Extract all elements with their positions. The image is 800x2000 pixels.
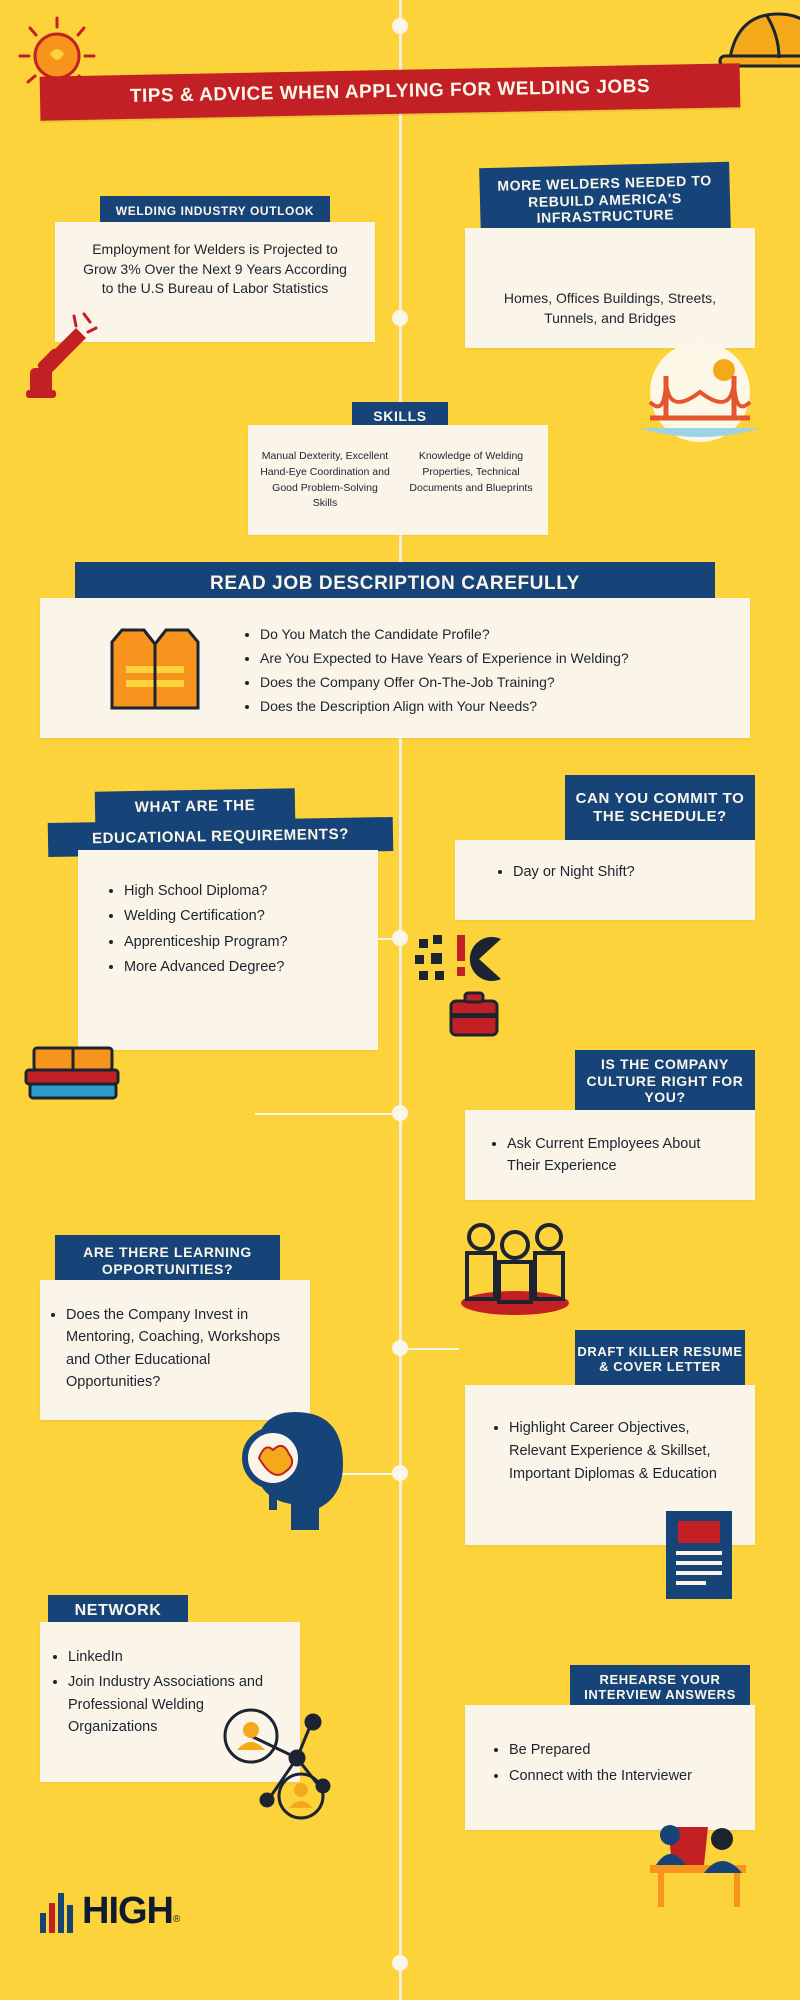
timeline-dot <box>392 18 408 34</box>
timeline-connector <box>399 1348 459 1350</box>
list-item: • More Advanced Degree? <box>124 956 352 978</box>
list-item: • Welding Certification? <box>124 905 352 927</box>
registered-mark: ® <box>173 1914 181 1925</box>
schedule-title: CAN YOU COMMIT TO THE SCHEDULE? <box>565 775 755 841</box>
infrastructure-title: MORE WELDERS NEEDED TO REBUILD AMERICA'S INFRASTRUCTURE <box>479 162 731 239</box>
learning-card <box>40 1280 310 1420</box>
list-item: • Are You Expected to Have Years of Experience in Welding? <box>260 648 730 669</box>
list-item: • Be Prepared <box>509 1739 733 1762</box>
education-card <box>78 850 378 1050</box>
list-item: • Day or Night Shift? <box>513 864 735 880</box>
briefcase-pacman-icon <box>415 935 525 1045</box>
education-list <box>78 850 378 979</box>
list-item: • Does the Description Align with Your Needs? <box>260 696 730 717</box>
timeline-connector <box>255 1113 400 1115</box>
infrastructure-card <box>465 228 755 348</box>
network-nodes-icon <box>215 1700 345 1830</box>
list-item: • Connect with the Interviewer <box>509 1765 733 1788</box>
welding-industry-outlook-body: Employment for Welders is Projected to Grow 3% Over the Next 9 Years According to the U.S Bureau of Labor Statistics <box>83 241 347 297</box>
list-item: • LinkedIn <box>68 1646 282 1668</box>
network-title: NETWORK <box>48 1595 188 1627</box>
resume-title: DRAFT KILLER RESUME & COVER LETTER <box>575 1330 745 1388</box>
skills-title: SKILLS <box>352 402 448 430</box>
list-item: • Does the Company Offer On-The-Job Training? <box>260 672 730 693</box>
culture-title: IS THE COMPANY CULTURE RIGHT FOR YOU? <box>575 1050 755 1112</box>
education-title-line2: EDUCATIONAL REQUIREMENTS? <box>48 817 394 857</box>
welding-industry-outlook-title: WELDING INDUSTRY OUTLOOK <box>100 196 330 226</box>
skills-card <box>248 425 548 535</box>
logo-mark-icon <box>40 1891 76 1933</box>
list-item: • Does the Company Invest in Mentoring, Coaching, Workshops and Other Educational Opportunities? <box>66 1304 292 1394</box>
timeline-dot <box>392 1955 408 1971</box>
rehearse-list <box>465 1705 755 1788</box>
books-icon <box>18 1030 128 1110</box>
list-item: • Ask Current Employees About Their Experience <box>507 1134 733 1178</box>
timeline-spine <box>399 0 402 2000</box>
skills-column-1: Manual Dexterity, Excellent Hand-Eye Coordination and Good Problem-Solving Skills <box>260 450 390 510</box>
bridge-icon <box>640 340 760 450</box>
list-item: • Join Industry Associations and Professional Welding Organizations <box>68 1671 282 1738</box>
brand-name: HIGH <box>82 1890 173 1932</box>
welding-torch-icon <box>16 310 102 400</box>
list-item: • High School Diploma? <box>124 880 352 902</box>
job-description-title: READ JOB DESCRIPTION CAREFULLY <box>75 562 715 606</box>
culture-card <box>465 1110 755 1200</box>
resume-document-icon <box>660 1505 740 1605</box>
education-title-line1: WHAT ARE THE <box>95 788 296 825</box>
list-item: • Do You Match the Candidate Profile? <box>260 624 730 645</box>
schedule-list <box>455 840 755 880</box>
skills-column-2: Knowledge of Welding Properties, Technical Documents and Blueprints <box>409 450 533 494</box>
infrastructure-body: Homes, Offices Buildings, Streets, Tunnels, and Bridges <box>503 290 717 327</box>
culture-list <box>465 1110 755 1178</box>
page-title: TIPS & ADVICE WHEN APPLYING FOR WELDING JOBS <box>40 63 741 120</box>
resume-list <box>465 1385 755 1487</box>
rehearse-title: REHEARSE YOUR INTERVIEW ANSWERS <box>570 1665 750 1709</box>
timeline-dot <box>392 310 408 326</box>
job-description-card <box>40 598 750 738</box>
job-description-list <box>240 624 730 720</box>
learning-title: ARE THERE LEARNING OPPORTUNITIES? <box>55 1235 280 1287</box>
safety-vest-icon <box>100 620 210 720</box>
brand-logo <box>40 1890 180 1933</box>
welding-industry-outlook-card <box>55 222 375 342</box>
team-icon <box>455 1215 575 1315</box>
schedule-card <box>455 840 755 920</box>
learning-list <box>40 1280 310 1394</box>
list-item: • Highlight Career Objectives, Relevant Experience & Skillset, Important Diplomas & Education <box>509 1417 733 1487</box>
brain-head-icon <box>225 1400 355 1530</box>
list-item: • Apprenticeship Program? <box>124 931 352 953</box>
interview-icon <box>630 1805 760 1915</box>
